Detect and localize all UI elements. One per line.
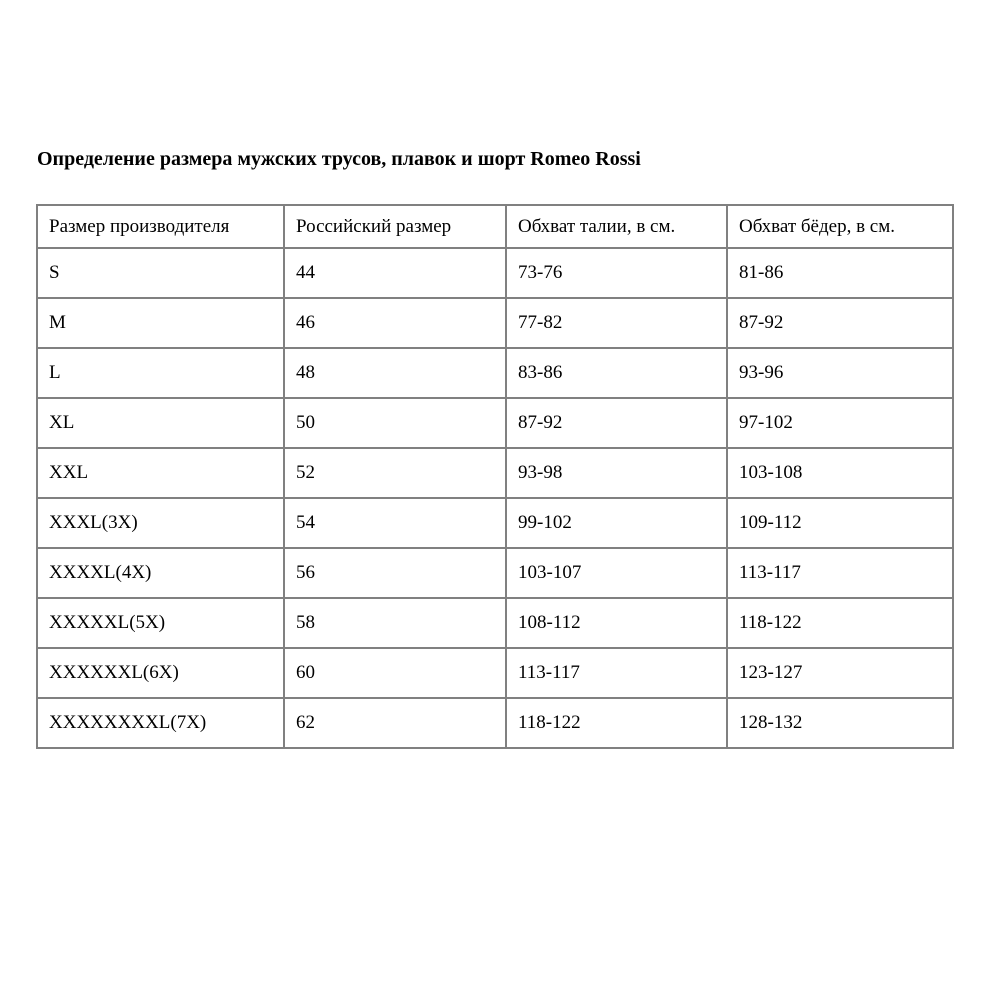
table-cell: 97-102 bbox=[727, 398, 953, 448]
table-cell: XXXXXXXXL(7X) bbox=[37, 698, 284, 748]
table-row bbox=[37, 298, 953, 348]
table-row bbox=[37, 398, 953, 448]
column-header: Размер производителя bbox=[37, 205, 284, 248]
page-title: Определение размера мужских трусов, плавок и шорт Romeo Rossi bbox=[37, 148, 641, 170]
table-cell: 108-112 bbox=[506, 598, 727, 648]
column-header: Российский размер bbox=[284, 205, 506, 248]
table-row bbox=[37, 348, 953, 398]
table-cell: 77-82 bbox=[506, 298, 727, 348]
table-row bbox=[37, 448, 953, 498]
table-cell: XXXXL(4X) bbox=[37, 548, 284, 598]
table-cell: 58 bbox=[284, 598, 506, 648]
table-cell: 54 bbox=[284, 498, 506, 548]
table-cell: 62 bbox=[284, 698, 506, 748]
table-row bbox=[37, 648, 953, 698]
table-cell: XXXXXXL(6X) bbox=[37, 648, 284, 698]
table-cell: 60 bbox=[284, 648, 506, 698]
table-cell: 87-92 bbox=[506, 398, 727, 448]
table-cell: 103-107 bbox=[506, 548, 727, 598]
table-cell: 118-122 bbox=[506, 698, 727, 748]
table-cell: S bbox=[37, 248, 284, 298]
table-row bbox=[37, 498, 953, 548]
table-cell: 93-96 bbox=[727, 348, 953, 398]
table-cell: 50 bbox=[284, 398, 506, 448]
table-cell: 83-86 bbox=[506, 348, 727, 398]
table-cell: 56 bbox=[284, 548, 506, 598]
table-row bbox=[37, 698, 953, 748]
table-cell: 52 bbox=[284, 448, 506, 498]
table-row bbox=[37, 548, 953, 598]
table-cell: M bbox=[37, 298, 284, 348]
size-chart-table bbox=[36, 204, 954, 749]
table-row bbox=[37, 598, 953, 648]
table-body bbox=[37, 248, 953, 748]
table-cell: 99-102 bbox=[506, 498, 727, 548]
table-cell: 103-108 bbox=[727, 448, 953, 498]
table-cell: 93-98 bbox=[506, 448, 727, 498]
table-cell: XXXL(3X) bbox=[37, 498, 284, 548]
table-cell: 44 bbox=[284, 248, 506, 298]
table-header-row bbox=[37, 205, 953, 248]
table-cell: XXL bbox=[37, 448, 284, 498]
table-cell: 48 bbox=[284, 348, 506, 398]
table-cell: 128-132 bbox=[727, 698, 953, 748]
table-cell: L bbox=[37, 348, 284, 398]
table-row bbox=[37, 248, 953, 298]
table-cell: 87-92 bbox=[727, 298, 953, 348]
table-cell: 73-76 bbox=[506, 248, 727, 298]
table-cell: 118-122 bbox=[727, 598, 953, 648]
column-header: Обхват талии, в см. bbox=[506, 205, 727, 248]
table-cell: 81-86 bbox=[727, 248, 953, 298]
table-cell: XXXXXL(5X) bbox=[37, 598, 284, 648]
column-header: Обхват бёдер, в см. bbox=[727, 205, 953, 248]
table-cell: 109-112 bbox=[727, 498, 953, 548]
table-cell: 113-117 bbox=[727, 548, 953, 598]
table-header bbox=[37, 205, 953, 248]
table-cell: 113-117 bbox=[506, 648, 727, 698]
table-cell: XL bbox=[37, 398, 284, 448]
table-cell: 123-127 bbox=[727, 648, 953, 698]
table-cell: 46 bbox=[284, 298, 506, 348]
